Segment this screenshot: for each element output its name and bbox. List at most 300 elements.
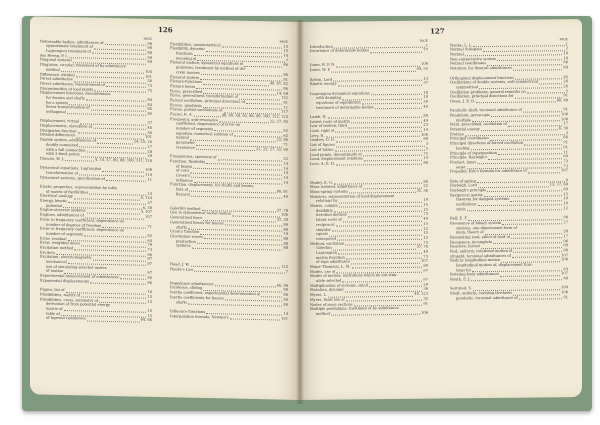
entry-page-ref: 29 xyxy=(147,153,152,159)
entry-term: Parabolic shaft, torsional admittance of xyxy=(450,107,522,113)
entry-term: relations by xyxy=(316,198,338,204)
entry-term: treatment of deformable bodies xyxy=(316,104,374,110)
entry-page-ref: 44, 55 xyxy=(416,66,428,71)
entry-term: Madey, E. G. xyxy=(310,180,333,185)
index-column xyxy=(40,35,152,323)
entry-page-ref: 49, 123 xyxy=(414,291,428,296)
entry-page-ref: 92 xyxy=(283,128,288,133)
entry-term: Exciters xyxy=(40,250,55,255)
entry-term: potential xyxy=(46,203,63,208)
entry-page-ref: 73 xyxy=(423,240,428,245)
entry-page-ref: 15 xyxy=(423,230,428,235)
entry-page-ref: 6, 124 xyxy=(140,196,152,201)
entry-page-ref: 13 xyxy=(423,76,428,81)
entry-term: of matrix of flexibilities xyxy=(46,189,89,195)
entry-page-ref: 39 xyxy=(423,99,428,104)
entry-term: Force, prescribed xyxy=(170,88,203,94)
entry-page-ref: 97 xyxy=(147,271,152,276)
entry-term: Mutation, dynamic xyxy=(310,287,345,293)
entry-page-ref: 37 xyxy=(147,121,152,126)
entry-page-ref: 73 xyxy=(147,83,152,88)
entry-term: Frame, partial oscillations of xyxy=(170,107,223,113)
entry-term: equation, numerical solution of xyxy=(176,131,233,137)
entry-term: Shaft, uniform, carrying flywheels xyxy=(450,290,513,296)
entry-term: Displacements, elevations of xyxy=(40,123,93,129)
entry-term: Dynamical systems, specification of xyxy=(40,175,105,181)
leader-dots xyxy=(65,157,94,162)
entry-page-ref: 31, 36 xyxy=(416,188,428,193)
entry-page-ref: 101 xyxy=(145,74,152,79)
entry-page-ref: 73 xyxy=(423,254,428,259)
entry-page-ref: 69 xyxy=(563,187,568,192)
entry-term: with damping xyxy=(316,95,342,101)
entry-term: Error in frequency coefficient, dependence on xyxy=(40,217,125,224)
entry-term: Relf, E. F. xyxy=(450,216,468,221)
entry-term: meaning of xyxy=(176,56,197,61)
entry-page-ref: 110 xyxy=(145,172,152,177)
entry-term: of beams xyxy=(176,163,193,169)
entry-term: Impedance admittances xyxy=(170,281,214,286)
entry-term: Principal coordinates xyxy=(450,136,489,141)
entry-term: Reactive, forced xyxy=(450,244,480,249)
leader-dots xyxy=(476,98,556,103)
entry-page-ref: 26 xyxy=(563,79,568,84)
entry-term: for frames and shafts xyxy=(46,95,85,101)
column-header: PAGE xyxy=(419,38,428,43)
leader-dots xyxy=(471,276,562,281)
entry-term: Resonance of binary system xyxy=(450,220,502,226)
entry-term: Lagrangian dynamical equations xyxy=(310,90,370,96)
entry-page-ref: 109 xyxy=(145,168,152,173)
index-column xyxy=(450,37,568,301)
entry-page-ref: 75 xyxy=(423,151,428,156)
entry-term: systems xyxy=(176,243,191,248)
entry-page-ref: 107 xyxy=(145,214,152,220)
entry-term: Normal coordinates xyxy=(450,61,487,66)
entry-term: for a system xyxy=(46,100,69,105)
leader-dots xyxy=(513,65,562,70)
entry-term: Latent roots of matrix xyxy=(310,119,351,124)
entry-page-ref: 106 xyxy=(421,132,428,137)
entry-page-ref: 16 xyxy=(147,289,152,295)
entry-page-ref: 14 xyxy=(283,231,288,236)
entry-term: transformation of xyxy=(46,170,78,176)
leader-dots xyxy=(528,169,560,174)
entry-page-ref: 98, 99, 38, 56, 88, 98, 100, 122, 123 xyxy=(221,113,288,119)
entry-term: Multiple pendulums, treatment of by admittance xyxy=(310,306,399,312)
entry-page-ref: 88 xyxy=(423,263,428,268)
entry-term: main, theory of xyxy=(456,230,484,235)
entry-page-ref: 92 xyxy=(147,233,152,238)
entry-page-ref: 101 xyxy=(281,316,288,321)
entry-page-ref: 11 xyxy=(283,105,288,110)
entry-term: reciprocal xyxy=(316,222,335,227)
entry-page-ref: 104 xyxy=(145,69,152,74)
entry-term: with a full connection xyxy=(46,147,86,153)
entry-page-ref: 68 xyxy=(563,276,568,281)
entry-page-ref: 12 xyxy=(563,205,568,210)
entry-page-ref: 11 xyxy=(147,177,152,182)
entry-term: Orthogonal displacement functions xyxy=(450,75,515,80)
entry-page-ref: 26 xyxy=(563,84,568,89)
entry-page-ref: 98 xyxy=(147,50,152,55)
entry-page-ref: 40 xyxy=(283,194,288,199)
entry-term: Engines, admittances of xyxy=(40,212,84,218)
entry-term: Resonating load, effect of load of xyxy=(450,234,511,240)
entry-term: latent roots of xyxy=(316,217,342,222)
entry-term: Function, displacement, for shafts and beams, xyxy=(170,182,255,189)
entry-page-ref: 96 xyxy=(283,292,288,297)
leader-dots xyxy=(106,177,147,182)
entry-term: matrix of xyxy=(46,306,63,311)
entry-term: Rotating body admittances xyxy=(450,272,500,277)
entry-page-ref: 13 xyxy=(147,191,152,196)
entry-term: Myers, third law of xyxy=(310,297,345,302)
entry-page-ref: 22, 96 xyxy=(276,137,288,143)
entry-page-ref: 14 xyxy=(283,180,288,185)
entry-term: Deformable bodies, admittances of xyxy=(40,39,104,45)
entry-term: number of segments xyxy=(46,231,84,237)
entry-term: approximate treatment of xyxy=(46,44,93,50)
entry-term: Diagrams, circular, treatment of by admittance xyxy=(40,62,126,69)
entry-page-ref: 106 xyxy=(561,112,568,117)
entry-page-ref: 33, 38 xyxy=(276,217,288,222)
entry-term: ulate selected xyxy=(316,278,342,283)
entry-term: Modes of motion, excitations which do not stim- xyxy=(310,273,398,279)
entry-term: Gen in symmetrical radial motion xyxy=(170,210,232,216)
entry-term: Oscillation problems, general remarks on xyxy=(450,89,526,94)
entry-term: natural xyxy=(176,135,190,141)
entry-page-ref: 18 xyxy=(423,94,428,99)
entry-page-ref: 14 xyxy=(283,161,288,166)
entry-term: multiple xyxy=(456,117,472,123)
entry-term: matrix iteration xyxy=(316,255,345,260)
entry-term: Experimental measurement of admittances xyxy=(40,273,119,280)
leader-dots xyxy=(331,311,420,316)
entry-page-ref: 66 xyxy=(563,60,568,65)
page-number: 127 xyxy=(430,26,445,36)
entry-term: Galerkin method xyxy=(170,206,201,211)
entry-term: Flexure beam xyxy=(170,84,196,89)
entry-page-ref: 29 xyxy=(423,282,428,287)
entry-term: Minor-Thomson, L. M. xyxy=(310,264,351,269)
entry-page-ref: 91 xyxy=(563,145,568,150)
entry-term: outer xyxy=(456,164,466,169)
entry-page-ref: 99 xyxy=(563,243,568,248)
entry-page-ref: 88 xyxy=(283,245,288,250)
entry-page-ref: 84 xyxy=(147,102,152,107)
entry-term: flexural xyxy=(176,192,190,197)
entry-term: Propeller, Ritz's formula for admittance of xyxy=(450,168,527,174)
entry-page-ref: 91 xyxy=(563,140,568,145)
entry-page-ref: 14 xyxy=(283,311,288,316)
entry-page-ref: 6, 38 xyxy=(142,205,152,210)
entry-term: Oscillations of double systems, anti-symmetrical xyxy=(450,79,539,85)
entry-page-ref: 14 xyxy=(283,175,288,180)
entry-term: Green's xyxy=(176,173,190,178)
entry-term: Lamb, H. xyxy=(310,114,327,119)
entry-term: des Herng, P. I. xyxy=(40,53,68,58)
entry-term: Law of motion, third xyxy=(310,123,348,129)
entry-term: Error, residual xyxy=(40,236,67,241)
entry-term: Displacement functions, discontinuous xyxy=(40,90,111,97)
entry-term: Rate of spring xyxy=(450,178,476,184)
entry-page-ref: 15 xyxy=(147,313,152,318)
entry-page-ref: 96 xyxy=(147,275,152,280)
entry-term: orthogonal xyxy=(46,109,66,115)
entry-term: List of figures xyxy=(310,142,336,148)
column-header: PAGE xyxy=(143,36,152,41)
entry-term: Function, flexibility xyxy=(170,159,206,164)
entry-page-ref: 81 xyxy=(283,77,288,82)
entry-page-ref: 37, 78 xyxy=(276,208,288,213)
entry-page-ref: 15 xyxy=(283,49,288,54)
entry-page-ref: 15 xyxy=(423,207,428,212)
entry-page-ref: 3 xyxy=(425,141,428,146)
entry-page-ref: 99 xyxy=(147,60,152,65)
entry-term: Potential energy xyxy=(450,127,480,132)
entry-term: shafts xyxy=(176,299,187,305)
entry-page-ref: 106 xyxy=(281,213,288,218)
entry-term: Flexibilities, matrix of xyxy=(40,292,81,298)
entry-term: Matrix, column xyxy=(310,203,338,208)
entry-term: crete masses xyxy=(176,70,200,75)
entry-term: Principle of superposition xyxy=(450,150,497,155)
entry-page-ref: 28 xyxy=(563,229,568,234)
entry-page-ref: 77 xyxy=(423,48,428,53)
entry-page-ref: 6, 38 xyxy=(558,126,568,131)
entry-term: number of segments xyxy=(176,126,214,132)
entry-term: List of tables xyxy=(310,147,334,152)
entry-page-ref: 91 xyxy=(563,107,568,112)
entry-page-ref: 101 xyxy=(145,135,152,140)
entry-term: Inertia coefficients for beams xyxy=(170,295,224,301)
entry-page-ref: 107 xyxy=(561,271,568,276)
entry-term: Preface xyxy=(450,132,464,137)
entry-term: influence xyxy=(176,178,193,183)
entry-term: of motion xyxy=(46,269,64,274)
entry-term: Kinetic energy xyxy=(310,81,337,87)
entry-page-ref: 7 xyxy=(285,269,288,274)
entry-term: symmetrical xyxy=(456,85,479,90)
entry-page-ref: 84 xyxy=(563,65,568,70)
entry-page-ref: 40 xyxy=(147,125,152,130)
entry-term: Pendulum, gyroscopic xyxy=(450,113,491,118)
entry-term: Gravitation waves xyxy=(170,234,203,239)
entry-page-ref: 15 xyxy=(563,191,568,196)
entry-term: Figure, list of xyxy=(40,287,65,293)
page-number: 126 xyxy=(158,25,173,35)
entry-term: Excitation method xyxy=(40,245,74,251)
entry-page-ref: 75 xyxy=(147,88,152,93)
entry-term: mechanical xyxy=(46,259,67,265)
entry-page-ref: 80 xyxy=(283,222,288,227)
entry-page-ref: 88 xyxy=(423,113,428,118)
entry-term: Frazer, R. A. xyxy=(170,112,193,117)
entry-term: shafts xyxy=(176,224,187,230)
entry-page-ref: 69 xyxy=(563,154,568,159)
entry-page-ref: 13 xyxy=(147,299,152,304)
entry-page-ref: 10 xyxy=(423,198,428,203)
entry-page-ref: 5 xyxy=(425,146,428,151)
entry-page-ref: 109 xyxy=(561,285,568,290)
entry-term: Generalized forces for beams xyxy=(170,220,224,226)
entry-page-ref: 85 xyxy=(147,107,152,112)
entry-term: Notation, for flexural admittances xyxy=(450,65,512,71)
entry-term: Myers, L. xyxy=(310,292,328,298)
entry-term: method xyxy=(46,67,60,72)
entry-term: Double system, admittances of xyxy=(40,137,97,143)
entry-page-ref: 106 xyxy=(561,116,568,121)
entry-term: Energy, kinetic xyxy=(40,198,68,204)
entry-page-ref: 80 xyxy=(283,297,288,302)
entry-page-ref: 17 xyxy=(563,234,568,239)
leader-dots xyxy=(244,62,282,67)
entry-page-ref: 106 xyxy=(421,62,428,67)
entry-term: Love, A. E. H. xyxy=(310,161,336,166)
entry-page-ref: 14 xyxy=(283,53,288,58)
entry-term: Mass-spring systems xyxy=(310,189,349,194)
entry-term: Excitation, electro-magnetic xyxy=(40,254,92,260)
entry-page-ref: 14, 69 xyxy=(276,91,288,96)
entry-term: Exponential displacements xyxy=(40,278,90,284)
entry-term: Flexural motion, dynamical equations of xyxy=(170,60,244,67)
entry-page-ref: 91 xyxy=(423,301,428,306)
index-column xyxy=(170,37,288,321)
entry-page-ref: 1 xyxy=(565,41,568,46)
entry-term: Gram's function xyxy=(170,229,200,235)
entry-term: Divided differences xyxy=(40,132,76,138)
entry-term: iteration method xyxy=(316,212,347,218)
right-page xyxy=(300,19,582,400)
entry-term: Load points, discontinuity at xyxy=(310,151,362,157)
entry-term: of cord xyxy=(176,168,189,173)
entry-term: of tape admittance xyxy=(316,259,351,265)
entry-term: Frequency, anti-resonance xyxy=(170,116,219,122)
entry-page-ref: 15 xyxy=(147,294,152,299)
entry-page-ref: 85 xyxy=(563,74,568,79)
entry-term: Introduction xyxy=(310,44,333,49)
index-entry xyxy=(40,316,152,323)
entry-term: Invariance of deformable bodies xyxy=(310,48,369,54)
entry-page-ref: 40 xyxy=(423,249,428,254)
entry-page-ref: 96 xyxy=(147,252,152,257)
entry-term: parabolic, torsional admittance of xyxy=(456,295,518,301)
entry-page-ref: 37 xyxy=(147,200,152,205)
entry-term: Reciprocal matrix xyxy=(450,192,483,198)
book-gutter xyxy=(296,20,304,404)
entry-term: Nanke, L. L. xyxy=(450,42,473,48)
entry-page-ref: 96 xyxy=(147,280,152,285)
entry-term: stations, one-dimensional form of xyxy=(456,225,517,230)
entry-term: Rods in longitudinal motion xyxy=(450,258,501,263)
entry-term: number of degrees of freedom xyxy=(46,222,102,228)
entry-term: method xyxy=(316,311,330,316)
entry-term: table of xyxy=(46,311,60,316)
entry-page-ref: 15 xyxy=(423,221,428,226)
entry-term: Nodes of mass sections xyxy=(310,301,353,307)
entry-term: tions for xyxy=(456,267,472,273)
entry-term: Serrated, S. xyxy=(450,286,472,291)
entry-term: Oscillation, principal directions for xyxy=(450,94,514,99)
entry-page-ref: 23 xyxy=(423,123,428,128)
entry-page-ref: 97 xyxy=(423,277,428,282)
entry-term: flexibility xyxy=(316,208,333,213)
entry-term: Influence functions xyxy=(170,309,206,314)
entry-page-ref: 19 xyxy=(563,201,568,206)
entry-term: Force, generalized, transformation of xyxy=(170,93,239,99)
entry-term: equations of equilibrium xyxy=(316,100,361,105)
entry-page-ref: 71 xyxy=(283,142,288,147)
entry-page-ref: 79 xyxy=(147,243,152,248)
entry-page-ref: 18 xyxy=(563,55,568,60)
entry-page-ref: 8 xyxy=(565,177,568,182)
entry-page-ref: 107 xyxy=(561,252,568,257)
entry-term: Jones, W. P. xyxy=(310,67,331,73)
entry-term: Rod, uniform, rotational motion of xyxy=(450,248,513,254)
leader-dots xyxy=(370,48,422,53)
entry-term: production xyxy=(176,238,196,244)
entry-page-ref: 88 xyxy=(563,248,568,253)
entry-term: with 3 fixed points xyxy=(46,151,80,157)
entry-page-ref: 86 xyxy=(423,160,428,165)
entry-page-ref: 37 xyxy=(423,80,428,85)
entry-term: Modes, use of xyxy=(310,269,336,274)
entry-page-ref: 22 xyxy=(423,183,428,189)
entry-term: Error in frequency coefficient, dependence on xyxy=(40,226,125,233)
entry-term: Flexibilities, unsymmetrical xyxy=(170,41,221,48)
entry-page-ref: 91 xyxy=(563,93,568,98)
entry-page-ref: 27 xyxy=(147,144,152,149)
entry-page-ref: 24, 25, 26 xyxy=(133,139,152,145)
entry-page-ref: 36 xyxy=(423,287,428,292)
entry-term: Generalized force xyxy=(170,215,203,221)
entry-term: theorem for damped systems xyxy=(456,197,510,202)
entry-term: Point, prescribed, oscillation of xyxy=(450,122,507,127)
entry-term: Load, displacement relations xyxy=(310,156,363,162)
entry-page-ref: 4, 10, 57, 80, 88, 100, 111, 120 xyxy=(94,157,152,163)
entry-term: Principal directions of forced oscillation xyxy=(450,140,523,146)
entry-term: Flexibilities, cross, symmetry of xyxy=(40,297,99,303)
entry-page-ref: 107 xyxy=(421,258,428,264)
entry-term: Galerkin xyxy=(316,245,332,251)
entry-term: Jones, R. P. N. xyxy=(310,63,336,68)
entry-term: Method, excitation xyxy=(310,241,345,246)
entry-term: Mass isolated, admittance of xyxy=(310,184,363,190)
entry-term: functions xyxy=(176,51,193,56)
entry-term: Multiplication of systems, small xyxy=(310,283,368,288)
entry-page-ref: 97 xyxy=(423,268,428,273)
entry-page-ref: 96 xyxy=(563,238,568,243)
column-header: PAGE xyxy=(559,37,568,42)
index-column xyxy=(310,39,428,317)
entry-term: Flexure-functions xyxy=(170,79,203,85)
entry-term: Engine-airscrew systems xyxy=(40,207,86,213)
entry-page-ref: 106 xyxy=(561,290,568,295)
entry-page-ref: 123 xyxy=(281,264,288,269)
entry-page-ref: 99 xyxy=(283,288,288,293)
entry-page-ref: 14 xyxy=(423,155,428,160)
entry-page-ref: 85 xyxy=(147,111,152,116)
left-page xyxy=(30,16,300,400)
entry-page-ref: 64 xyxy=(147,238,152,243)
entry-term: Frequencies, spectrum of xyxy=(170,154,217,160)
entry-page-ref: 88, 88 xyxy=(556,98,568,103)
entry-page-ref: 5 xyxy=(565,88,568,93)
entry-term: Routh, E. J. xyxy=(450,277,471,282)
entry-page-ref: 99 xyxy=(147,55,152,60)
entry-page-ref: 107 xyxy=(561,168,568,173)
